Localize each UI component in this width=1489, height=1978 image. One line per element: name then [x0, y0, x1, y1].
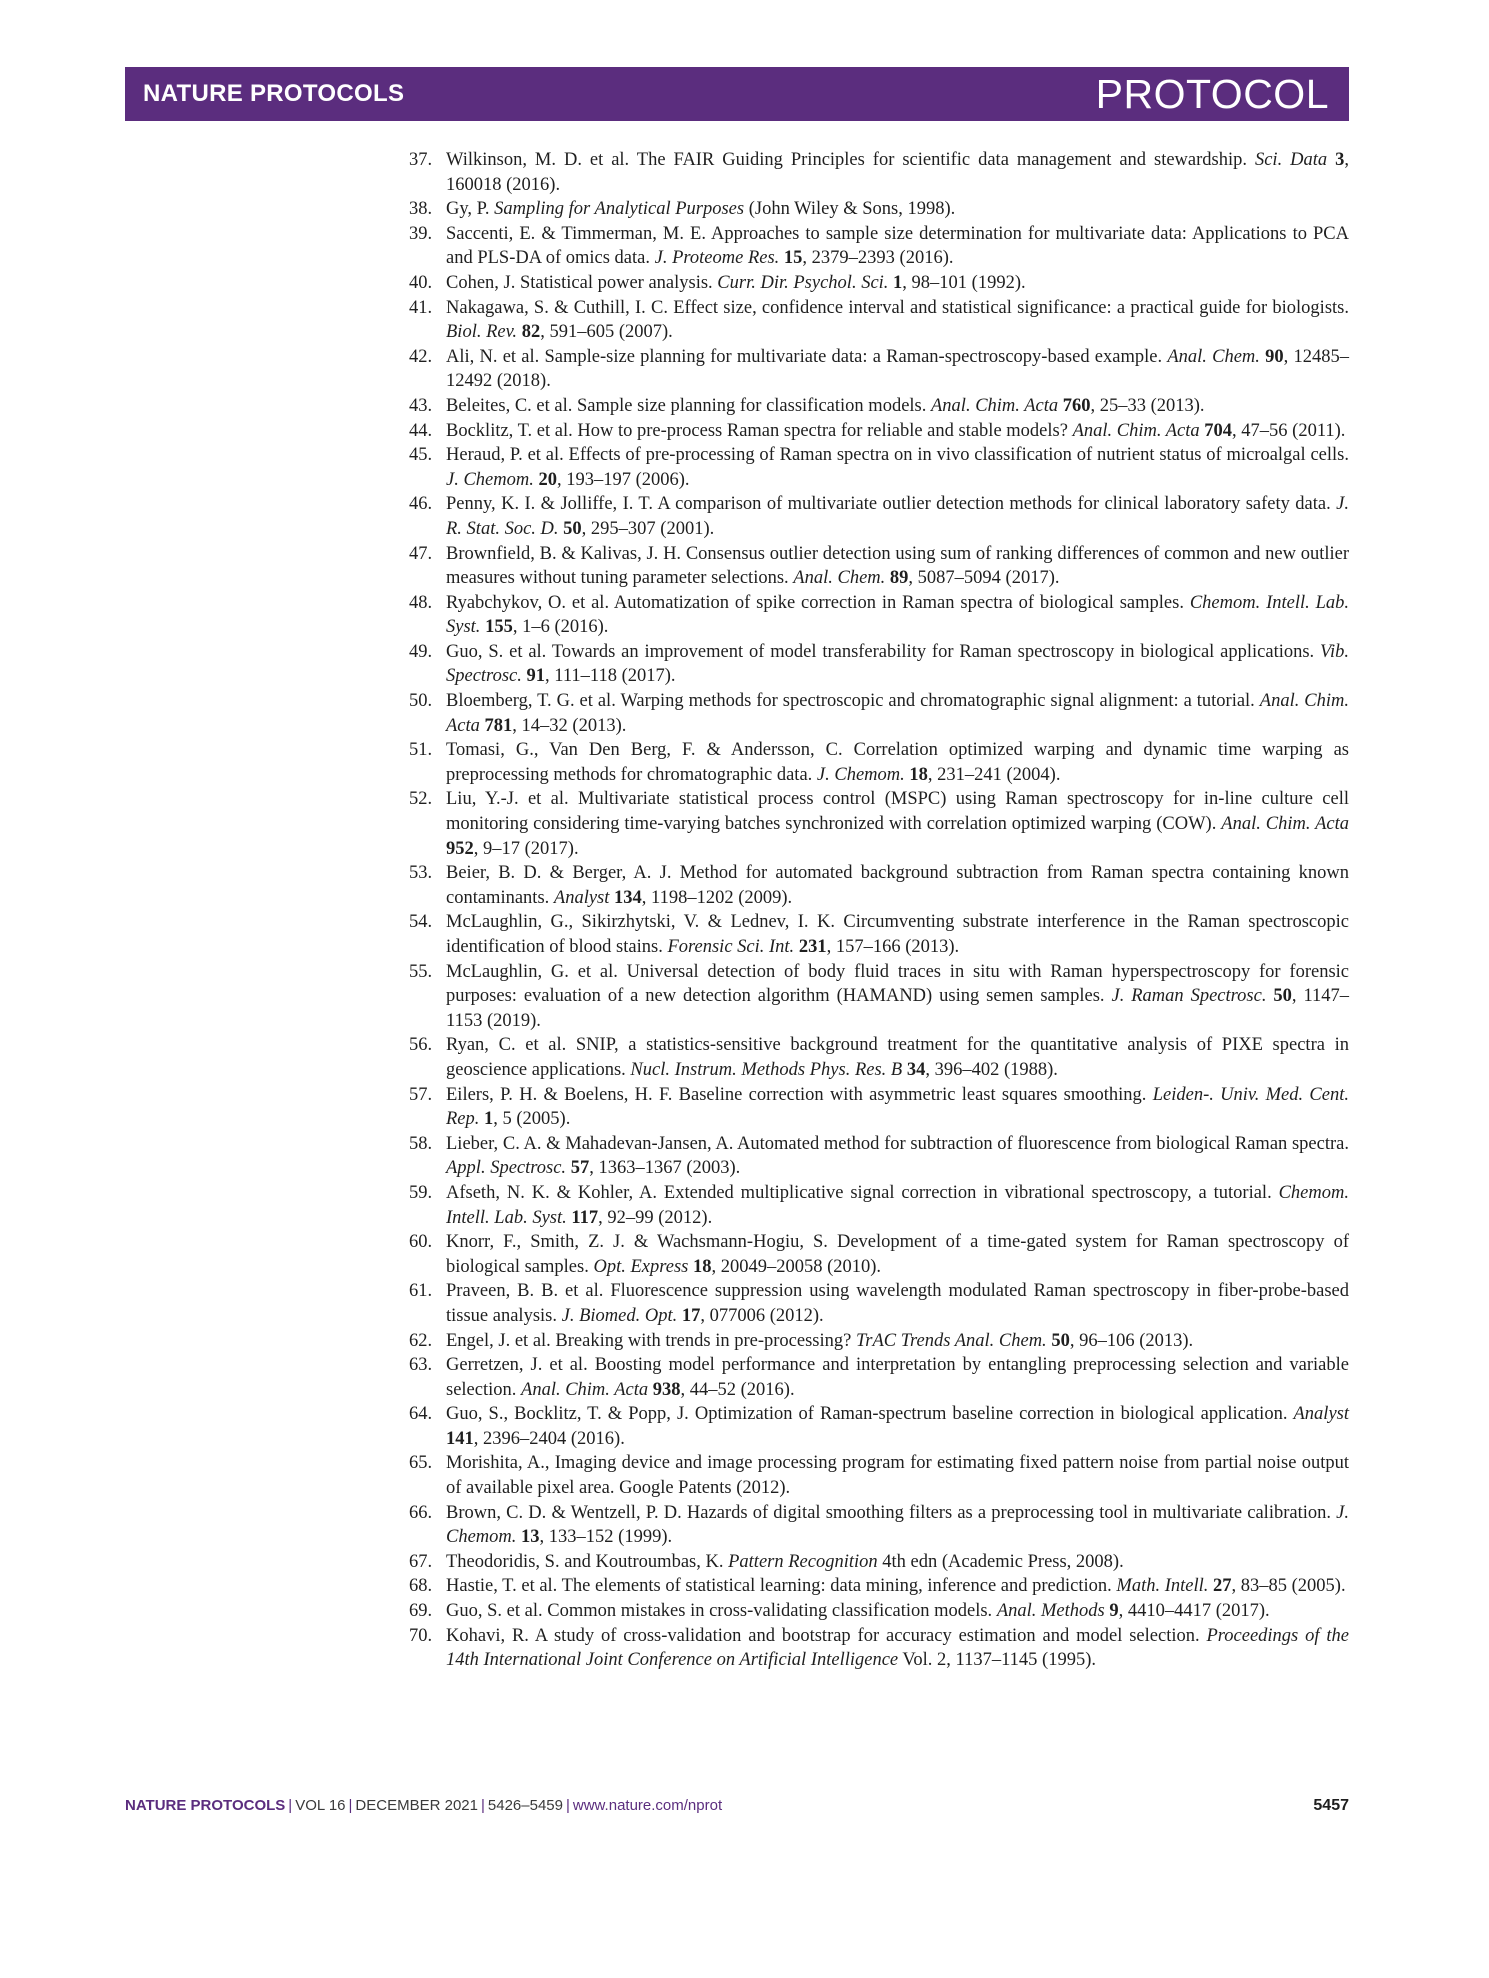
reference-journal: TrAC Trends Anal. Chem.	[855, 1330, 1047, 1351]
reference-volume: 20	[538, 469, 557, 490]
reference-item	[409, 296, 1349, 345]
reference-volume: 3	[1335, 150, 1345, 170]
reference-volume: 134	[614, 887, 642, 908]
reference-item	[409, 1279, 1349, 1328]
reference-volume: 18	[692, 1256, 712, 1277]
reference-number: 63.	[409, 1355, 433, 1376]
reference-volume: 952	[446, 838, 474, 859]
reference-item	[409, 419, 1349, 444]
reference-text: Nakagawa, S. & Cuthill, I. C. Effect size, confidence interval and statistical significance: a practical guide for biologists.	[446, 297, 1349, 318]
reference-volume: 50	[1273, 986, 1292, 1007]
reference-volume: 704	[1204, 420, 1233, 441]
page-number: 5457	[1313, 1797, 1349, 1814]
reference-text: Eilers, P. H. & Boelens, H. F. Baseline correction with asymmetric least squares smoothing.	[446, 1084, 1153, 1105]
reference-text: , 231–241 (2004).	[927, 764, 1061, 785]
reference-text: , 111–118 (2017).	[545, 666, 676, 687]
reference-text: , 47–56 (2011).	[1232, 420, 1346, 441]
reference-volume: 50	[563, 518, 582, 539]
reference-text: , 96–106 (2013).	[1069, 1330, 1194, 1351]
reference-journal: Opt. Express	[593, 1256, 689, 1277]
reference-journal: Analyst	[1293, 1404, 1349, 1425]
reference-volume: 15	[783, 248, 803, 269]
reference-number: 46.	[409, 494, 433, 515]
reference-text: , 1198–1202 (2009).	[641, 887, 793, 908]
reference-journal: Sampling for Analytical Purposes	[494, 199, 745, 220]
reference-item	[409, 1550, 1349, 1575]
reference-text: , 92–99 (2012).	[598, 1207, 713, 1228]
reference-text: Heraud, P. et al. Effects of pre-processing of Raman spectra on in vivo classification of nutrient status of microalgal cells.	[446, 445, 1349, 466]
reference-text: , 591–605 (2007).	[540, 322, 673, 343]
reference-journal: Anal. Methods	[996, 1601, 1105, 1622]
reference-text: Vol. 2, 1137–1145 (1995).	[898, 1650, 1096, 1671]
reference-text: , 077006 (2012).	[700, 1305, 824, 1326]
reference-item	[409, 1230, 1349, 1279]
reference-volume: 117	[571, 1207, 599, 1228]
reference-text	[1327, 150, 1335, 170]
reference-volume: 17	[681, 1305, 701, 1326]
reference-journal: Anal. Chem.	[793, 568, 886, 589]
reference-text: , 5 (2005).	[493, 1109, 571, 1130]
reference-text: Cohen, J. Statistical power analysis.	[446, 272, 718, 293]
footer-volume: VOL 16	[295, 1797, 346, 1814]
reference-journal: J. Chemom.	[446, 469, 534, 490]
reference-journal: Analyst	[553, 887, 610, 908]
reference-item	[409, 542, 1349, 591]
reference-text: , 157–166 (2013).	[826, 937, 960, 957]
reference-volume: 50	[1051, 1330, 1070, 1351]
reference-volume: 18	[909, 764, 928, 785]
reference-text: , 44–52 (2016).	[680, 1379, 795, 1400]
reference-text: Beleites, C. et al. Sample size planning for classification models.	[446, 395, 931, 416]
reference-journal: Nucl. Instrum. Methods Phys. Res. B	[630, 1059, 903, 1080]
reference-text: , 1363–1367 (2003).	[589, 1158, 741, 1179]
reference-number: 54.	[409, 912, 433, 933]
reference-item	[409, 1181, 1349, 1230]
reference-text: Saccenti, E. & Timmerman, M. E. Approaches to sample size determination for multivariate data: Applications to PCA and PLS-DA of omics data.	[446, 223, 1349, 269]
reference-text: Ryabchykov, O. et al. Automatization of spike correction in Raman spectra of biological samples.	[446, 592, 1190, 613]
reference-item	[409, 394, 1349, 419]
reference-number: 58.	[409, 1133, 433, 1154]
reference-volume: 760	[1062, 395, 1091, 416]
reference-item	[409, 1451, 1349, 1500]
reference-volume: 1	[893, 272, 903, 293]
reference-text: Guo, S. et al. Towards an improvement of model transferability for Raman spectroscopy in biological applications.	[446, 641, 1321, 662]
reference-text: Ali, N. et al. Sample-size planning for multivariate data: a Raman-spectroscopy-based example.	[446, 346, 1168, 367]
reference-text: , 12485–12492 (2018).	[446, 346, 1350, 392]
footer-journal-name: NATURE PROTOCOLS	[125, 1797, 286, 1814]
reference-item	[409, 960, 1349, 1034]
reference-journal: J. Proteome Res.	[654, 248, 780, 269]
reference-journal: Math. Intell.	[1116, 1576, 1209, 1597]
reference-text: Praveen, B. B. et al. Fluorescence suppression using wavelength modulated Raman spectroscopy in fiber-probe-based tissue analysis.	[446, 1281, 1349, 1326]
reference-journal: Forensic Sci. Int.	[667, 937, 795, 957]
reference-item	[409, 1599, 1349, 1624]
reference-number: 59.	[409, 1182, 433, 1203]
reference-journal: J. R. Stat. Soc. D.	[446, 494, 1349, 539]
reference-item	[409, 271, 1349, 296]
reference-volume: 938	[652, 1379, 681, 1400]
reference-number: 68.	[409, 1576, 433, 1597]
reference-item	[409, 148, 1349, 197]
reference-text: Morishita, A., Imaging device and image processing program for estimating fixed pattern noise from partial noise output of available pixel area. Google Patents (2012).	[446, 1453, 1349, 1499]
reference-text: (John Wiley & Sons, 1998).	[744, 199, 956, 220]
reference-text: , 193–197 (2006).	[556, 469, 690, 490]
reference-number: 48.	[409, 592, 433, 613]
reference-number: 66.	[409, 1502, 433, 1523]
reference-number: 42.	[409, 346, 433, 367]
reference-text: McLaughlin, G. et al. Universal detection of body fluid traces in situ with Raman hyperspectroscopy for forensic purposes: evaluation of a new detection algorithm (HAMAND) using semen samples.	[446, 961, 1349, 1007]
reference-volume: 89	[889, 568, 909, 589]
reference-item	[409, 861, 1349, 910]
reference-journal: Anal. Chim. Acta	[1221, 814, 1349, 835]
reference-item	[409, 197, 1349, 222]
reference-text: , 160018 (2016).	[446, 150, 1349, 195]
reference-text: , 5087–5094 (2017).	[908, 568, 1060, 589]
reference-text: Kohavi, R. A study of cross-validation and bootstrap for accuracy estimation and model selection.	[446, 1625, 1207, 1646]
reference-text: Penny, K. I. & Jolliffe, I. T. A comparison of multivariate outlier detection methods for clinical laboratory safety data.	[446, 494, 1337, 515]
reference-item	[409, 1353, 1349, 1402]
reference-journal: Anal. Chim. Acta	[931, 395, 1059, 416]
reference-text: Brownfield, B. & Kalivas, J. H. Consensus outlier detection using sum of ranking differences of common and new outlier measures without tuning parameter selections.	[446, 543, 1349, 589]
reference-text: Tomasi, G., Van Den Berg, F. & Andersson, C. Correlation optimized warping and dynamic time warping as preprocessing methods for chromatographic data.	[446, 740, 1349, 785]
reference-volume: 34	[906, 1059, 926, 1080]
reference-item	[409, 443, 1349, 492]
reference-text: Knorr, F., Smith, Z. J. & Wachsmann-Hogiu, S. Development of a time-gated system for Raman spectroscopy of biological samples.	[446, 1232, 1349, 1277]
reference-number: 52.	[409, 789, 433, 810]
reference-volume: 781	[484, 715, 513, 736]
reference-journal: Sci. Data	[1254, 150, 1328, 170]
reference-item	[409, 910, 1349, 959]
reference-number: 56.	[409, 1035, 433, 1056]
footer-date: DECEMBER 2021	[355, 1797, 478, 1814]
reference-journal: Chemom. Intell. Lab. Syst.	[446, 1182, 1349, 1228]
reference-number: 41.	[409, 297, 433, 318]
journal-name: NATURE PROTOCOLS	[143, 80, 405, 107]
reference-number: 67.	[409, 1551, 433, 1572]
reference-number: 62.	[409, 1330, 433, 1351]
reference-volume: 57	[570, 1158, 590, 1179]
footer-separator: |	[288, 1797, 293, 1814]
reference-text: Beier, B. D. & Berger, A. J. Method for automated background subtraction from Raman spectra containing known contaminants.	[446, 863, 1349, 908]
reference-journal: Anal. Chim. Acta	[1072, 420, 1200, 441]
reference-item	[409, 640, 1349, 689]
reference-journal: Anal. Chem.	[1167, 346, 1260, 367]
reference-item	[409, 787, 1349, 861]
reference-journal: Anal. Chim. Acta	[521, 1379, 649, 1400]
reference-text: , 1–6 (2016).	[512, 617, 609, 638]
reference-number: 69.	[409, 1601, 433, 1622]
reference-text: Gerretzen, J. et al. Boosting model performance and interpretation by entangling preprocessing selection and variable selection.	[446, 1355, 1349, 1400]
reference-journal: J. Biomed. Opt.	[561, 1305, 678, 1326]
reference-text: , 1147–1153 (2019).	[446, 986, 1350, 1031]
reference-text: , 2396–2404 (2016).	[473, 1428, 625, 1449]
reference-text: Guo, S., Bocklitz, T. & Popp, J. Optimization of Raman-spectrum baseline correction in biological application.	[446, 1404, 1294, 1425]
footer-journal-link[interactable]: www.nature.com/nprot	[572, 1797, 723, 1814]
reference-number: 37.	[409, 150, 433, 170]
reference-text: Brown, C. D. & Wentzell, P. D. Hazards of digital smoothing filters as a preprocessing tool in multivariate calibration.	[446, 1502, 1337, 1523]
reference-number: 70.	[409, 1625, 433, 1646]
reference-item	[409, 1501, 1349, 1550]
reference-volume: 231	[798, 937, 827, 957]
reference-number: 39.	[409, 223, 433, 244]
reference-journal: Curr. Dir. Psychol. Sci.	[717, 272, 889, 293]
reference-text: , 2379–2393 (2016).	[802, 248, 954, 269]
reference-item	[409, 492, 1349, 541]
reference-volume: 141	[446, 1428, 474, 1449]
reference-item	[409, 1402, 1349, 1451]
reference-number: 53.	[409, 863, 433, 884]
reference-item	[409, 738, 1349, 787]
reference-item	[409, 222, 1349, 271]
reference-journal: Vib. Spectrosc.	[446, 641, 1349, 687]
reference-number: 57.	[409, 1084, 433, 1105]
reference-text: Hastie, T. et al. The elements of statistical learning: data mining, inference and prediction.	[446, 1576, 1117, 1597]
reference-text: Theodoridis, S. and Koutroumbas, K.	[446, 1551, 729, 1572]
reference-text: , 98–101 (1992).	[902, 272, 1026, 293]
reference-item	[409, 1033, 1349, 1082]
reference-number: 47.	[409, 543, 433, 564]
reference-text: , 295–307 (2001).	[581, 518, 715, 539]
reference-text: , 20049–20058 (2010).	[711, 1256, 882, 1277]
reference-number: 61.	[409, 1281, 433, 1302]
reference-number: 64.	[409, 1404, 433, 1425]
reference-volume: 82	[521, 322, 541, 343]
reference-text: McLaughlin, G., Sikirzhytski, V. & Lednev, I. K. Circumventing substrate interference in the Raman spectroscopic identification of blood stains.	[446, 912, 1349, 957]
reference-text: Bloemberg, T. G. et al. Warping methods for spectroscopic and chromatographic signal alignment: a tutorial.	[446, 691, 1260, 712]
reference-journal: J. Chemom.	[816, 764, 905, 785]
reference-text: , 4410–4417 (2017).	[1118, 1601, 1270, 1622]
reference-text: , 9–17 (2017).	[473, 838, 579, 859]
reference-journal: J. Chemom.	[446, 1502, 1349, 1548]
reference-item	[409, 345, 1349, 394]
reference-journal: Chemom. Intell. Lab. Syst.	[446, 592, 1350, 638]
reference-volume: 91	[526, 666, 545, 687]
reference-text: , 396–402 (1988).	[925, 1059, 1058, 1080]
reference-text: , 83–85 (2005).	[1231, 1576, 1346, 1597]
reference-text: 4th edn (Academic Press, 2008).	[877, 1551, 1124, 1572]
reference-item	[409, 1624, 1349, 1673]
reference-journal: J. Raman Spectrosc.	[1111, 986, 1267, 1007]
reference-volume: 1	[484, 1109, 494, 1130]
reference-number: 51.	[409, 740, 433, 761]
reference-item	[409, 1574, 1349, 1599]
reference-text: , 14–32 (2013).	[512, 715, 627, 736]
journal-header-bar	[125, 67, 1349, 121]
reference-number: 45.	[409, 445, 433, 466]
reference-journal: Leiden-. Univ. Med. Cent. Rep.	[446, 1084, 1349, 1130]
reference-journal: Appl. Spectrosc.	[446, 1158, 567, 1179]
reference-volume: 9	[1109, 1601, 1119, 1622]
reference-text: Bocklitz, T. et al. How to pre-process Raman spectra for reliable and stable models?	[446, 420, 1073, 441]
reference-text: Engel, J. et al. Breaking with trends in pre-processing?	[446, 1330, 856, 1351]
reference-number: 49.	[409, 641, 433, 662]
footer-separator: |	[348, 1797, 353, 1814]
reference-number: 40.	[409, 272, 433, 293]
reference-text: Wilkinson, M. D. et al. The FAIR Guiding Principles for scientific data management and stewardship.	[446, 150, 1255, 170]
reference-text: Guo, S. et al. Common mistakes in cross-validating classification models.	[446, 1601, 997, 1622]
reference-text: Ryan, C. et al. SNIP, a statistics-sensitive background treatment for the quantitative analysis of PIXE spectra in geoscience applications.	[446, 1035, 1349, 1080]
reference-journal: Anal. Chim. Acta	[446, 691, 1349, 736]
reference-volume: 13	[521, 1527, 540, 1548]
reference-text: Gy, P.	[446, 199, 495, 220]
reference-item	[409, 1083, 1349, 1132]
reference-journal: Proceedings of the 14th International Joint Conference on Artificial Intelligence	[446, 1625, 1349, 1671]
reference-number: 44.	[409, 420, 433, 441]
reference-journal: Biol. Rev.	[446, 322, 518, 343]
reference-number: 38.	[409, 199, 433, 220]
reference-item	[409, 591, 1349, 640]
reference-text: Lieber, C. A. & Mahadevan-Jansen, A. Automated method for subtraction of fluorescence from biological Raman spectra.	[446, 1133, 1349, 1154]
reference-number: 50.	[409, 691, 433, 712]
reference-item	[409, 1329, 1349, 1354]
reference-text: , 25–33 (2013).	[1090, 395, 1205, 416]
footer-separator: |	[565, 1797, 570, 1814]
reference-number: 65.	[409, 1453, 433, 1474]
reference-list	[409, 148, 1349, 1673]
footer-separator: |	[480, 1797, 485, 1814]
reference-journal: Pattern Recognition	[728, 1551, 878, 1572]
reference-volume: 27	[1213, 1576, 1232, 1597]
reference-item	[409, 689, 1349, 738]
reference-number: 55.	[409, 961, 433, 982]
footer-page-range: 5426–5459	[487, 1797, 563, 1814]
reference-volume: 90	[1265, 346, 1284, 367]
reference-text: Liu, Y.-J. et al. Multivariate statistical process control (MSPC) using Raman spectroscopy for in-line culture cell monitoring considering time-varying batches synchronized with correlation optimized warping (COW).	[446, 789, 1349, 835]
article-type-label: PROTOCOL	[1095, 71, 1329, 117]
reference-volume: 155	[485, 617, 513, 638]
reference-text: Afseth, N. K. & Kohler, A. Extended multiplicative signal correction in vibrational spectroscopy, a tutorial.	[446, 1182, 1279, 1203]
reference-item	[409, 1132, 1349, 1181]
reference-text: , 133–152 (1999).	[539, 1527, 673, 1548]
reference-number: 43.	[409, 395, 433, 416]
reference-number: 60.	[409, 1232, 433, 1253]
